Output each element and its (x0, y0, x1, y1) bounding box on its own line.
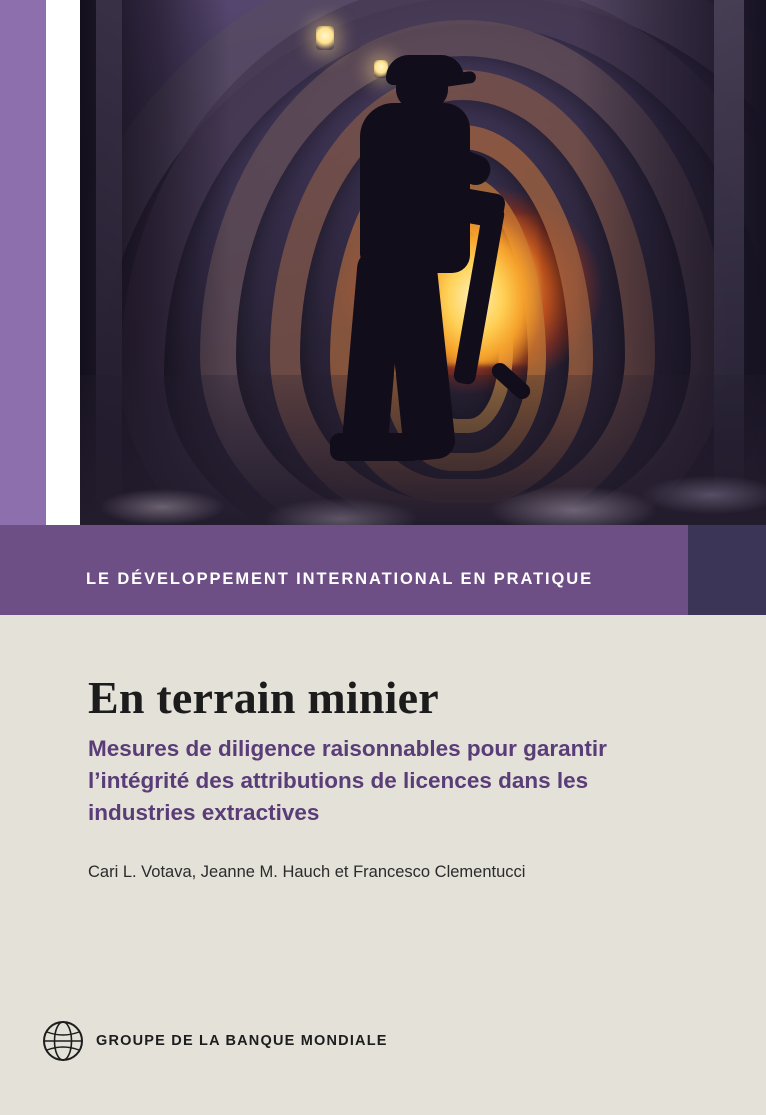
cover-top-area (0, 0, 766, 525)
book-title: En terrain minier (88, 672, 439, 723)
series-title: LE DÉVELOPPEMENT INTERNATIONAL EN PRATIQUE (86, 570, 593, 588)
publisher-name: GROUPE DE LA BANQUE MONDIALE (96, 1033, 388, 1049)
spine-gap (46, 0, 80, 525)
publisher-block (42, 1020, 388, 1062)
miner-torso (360, 103, 470, 273)
spine-bar (0, 0, 46, 525)
world-bank-globe-icon (42, 1020, 84, 1062)
series-band-accent (688, 525, 766, 615)
cover-photo (80, 0, 766, 525)
mine-lamp-icon (316, 26, 334, 50)
book-authors: Cari L. Votava, Jeanne M. Hauch et Francesco Clementucci (88, 863, 526, 881)
miner-boot (330, 433, 422, 461)
miner-leg (383, 248, 457, 462)
book-subtitle: Mesures de diligence raisonnables pour garantir l’intégrité des attributions de licences dans les industries extractives (88, 736, 607, 825)
miner-silhouette (290, 55, 520, 475)
